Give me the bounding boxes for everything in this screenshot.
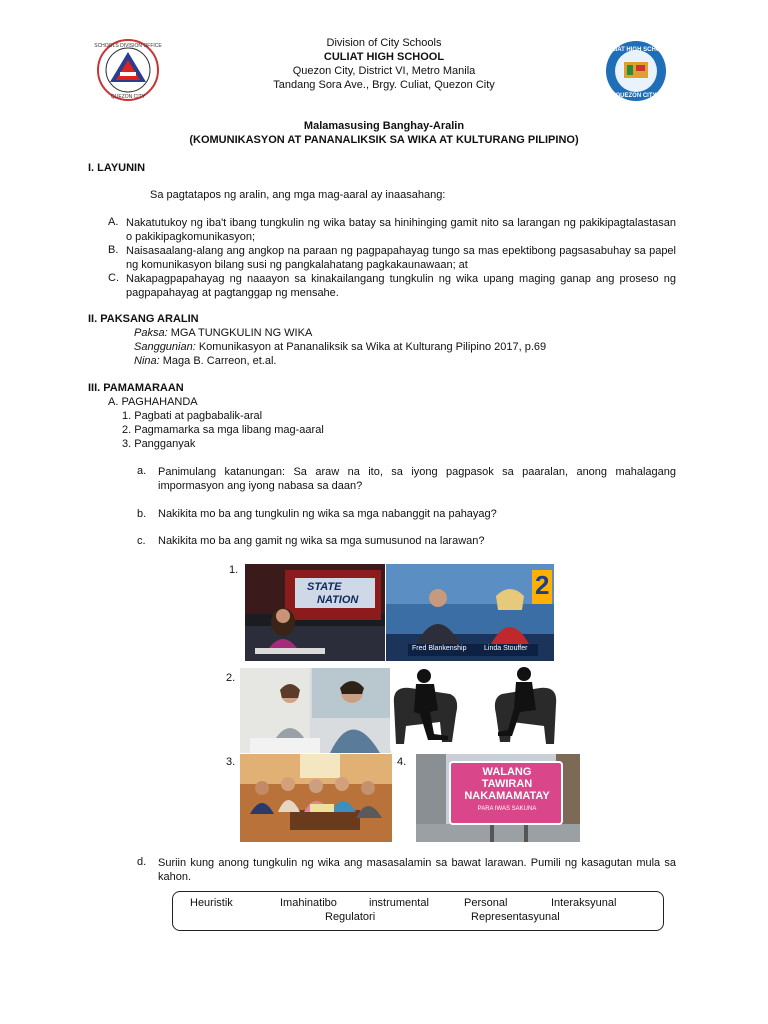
choice-personal: Personal	[464, 897, 508, 909]
layunin-intro: Sa pagtatapos ng aralin, ang mga mag-aaral ay inaasahang:	[150, 189, 446, 201]
objective-c-text: Nakapagpapahayag ng naaayon sa kinakailangang tungkulin ng wika upang maging ganap ang proseso ng pagpapahayag at pagtanggap ng mensahe.	[126, 273, 676, 299]
silhouette-interview-image	[390, 664, 562, 750]
section-layunin-heading: I. LAYUNIN	[88, 162, 146, 174]
sanggunian-line	[134, 341, 546, 353]
choice-regulatori: Regulatori	[325, 911, 376, 923]
objective-b-letter: B.	[108, 244, 119, 256]
choice-representasyunal: Representasyunal	[471, 911, 560, 923]
question-d-text: Suriin kung anong tungkulin ng wika ang masasalamin sa bawat larawan. Pumili ng kasagutan mula sa kahon.	[158, 857, 676, 883]
division-line: Division of City Schools	[326, 37, 442, 49]
choice-interaksyunal: Interaksyunal	[551, 897, 617, 909]
schools-division-seal	[90, 38, 166, 102]
section-paksang-aralin-heading: II. PAKSANG ARALIN	[88, 313, 199, 325]
question-c-text: Nakikita mo ba ang gamit ng wika sa mga sumusunod na larawan?	[158, 535, 485, 547]
choices-box	[172, 891, 664, 931]
paksa-value: MGA TUNGKULIN NG WIKA	[167, 327, 313, 339]
anchor-name-2: Linda Stouffer	[484, 645, 528, 652]
friends-group-photo	[240, 754, 392, 842]
question-d-letter: d.	[137, 856, 147, 868]
choice-imahinatibo: Imahinatibo	[280, 897, 337, 909]
lesson-plan-title: Malamasusing Banghay-Aralin	[303, 120, 465, 132]
choice-instrumental: instrumental	[369, 897, 429, 909]
news-state-of-the-nation-photo	[245, 564, 385, 661]
news-logo-line2: NATION	[317, 594, 359, 606]
sign-line4: PARA IWAS SAKUNA	[477, 806, 537, 812]
image-number-4: 4.	[397, 756, 407, 768]
nina-value: Maga B. Carreon, et.al.	[159, 355, 277, 367]
step-3: 3. Pangganyak	[122, 438, 196, 450]
anchor-name-1: Fred Blankenship	[412, 645, 467, 652]
paksa-line	[134, 327, 312, 339]
walang-tawiran-sign-photo	[416, 754, 580, 842]
school-address-line: Tandang Sora Ave., Brgy. Culiat, Quezon City	[273, 79, 495, 91]
objective-a-text: Nakatutukoy ng iba't ibang tungkulin ng wika batay sa hinihinging gamit nito sa larangan ng pakikipagtalastasan o pakikipagkomunikasyon;	[126, 217, 676, 243]
svg-text:SCHOOLS DIVISION OFFICE: SCHOOLS DIVISION OFFICE	[94, 43, 162, 49]
question-b-letter: b.	[137, 508, 147, 520]
question-a-letter: a.	[137, 465, 147, 477]
interview-photo	[240, 668, 391, 753]
school-name: CULIAT HIGH SCHOOL	[323, 51, 445, 63]
sanggunian-value: Komunikasyon at Pananaliksik sa Wika at Kulturang Pilipino 2017, p.69	[195, 341, 547, 353]
culiat-high-school-seal	[600, 40, 672, 102]
lesson-plan-subject: (KOMUNIKASYON AT PANANALIKSIK SA WIKA AT KULTURANG PILIPINO)	[189, 134, 579, 146]
image-number-2: 2.	[226, 672, 236, 684]
nina-line	[134, 355, 276, 367]
question-a-text: Panimulang katanungan: Sa araw na ito, sa iyong pagpasok sa paaralan, anong mahalagang impormasyon ang iyong nabasa sa daan?	[158, 466, 676, 492]
channel-number: 2	[535, 570, 550, 600]
objective-c-letter: C.	[108, 272, 119, 284]
objective-b-text: Naisasaalang-alang ang angkop na paraan ng pagpapahayag tungo sa mas epektibong pagsasabuhay sa papel ng komunikasyon bilang susi ng pangkalahatang pagkakaunawaan; at	[126, 245, 676, 271]
sign-line1: WALANG	[482, 766, 532, 778]
svg-text:QUEZON CITY: QUEZON CITY	[110, 94, 146, 100]
section-pamamaraan-heading: III. PAMAMARAAN	[88, 382, 184, 394]
nina-label: Nina:	[134, 355, 160, 367]
news-logo-line1: STATE	[307, 581, 342, 593]
paghahanda-subheading: A. PAGHAHANDA	[108, 396, 198, 408]
sign-line3: NAKAMAMATAY	[464, 790, 550, 802]
svg-text:QUEZON CITY: QUEZON CITY	[615, 93, 657, 99]
school-district-line: Quezon City, District VI, Metro Manila	[292, 65, 476, 77]
question-b-text: Nakikita mo ba ang tungkulin ng wika sa mga nabanggit na pahayag?	[158, 508, 497, 520]
image-number-1: 1.	[229, 564, 239, 576]
step-1: 1. Pagbati at pagbabalik-aral	[122, 410, 263, 422]
sanggunian-label: Sanggunian:	[134, 341, 196, 353]
image-number-3: 3.	[226, 756, 236, 768]
sign-line2: TAWIRAN	[481, 778, 533, 790]
svg-text:CULIAT HIGH SCHOOL: CULIAT HIGH SCHOOL	[603, 47, 669, 53]
news-lower-third	[408, 644, 538, 656]
step-2: 2. Pagmamarka sa mga libang mag-aaral	[122, 424, 324, 436]
news-anchors-photo	[386, 564, 554, 661]
objective-a-letter: A.	[108, 216, 119, 228]
choice-heuristik: Heuristik	[190, 897, 233, 909]
question-c-letter: c.	[137, 535, 146, 547]
paksa-label: Paksa:	[134, 327, 168, 339]
